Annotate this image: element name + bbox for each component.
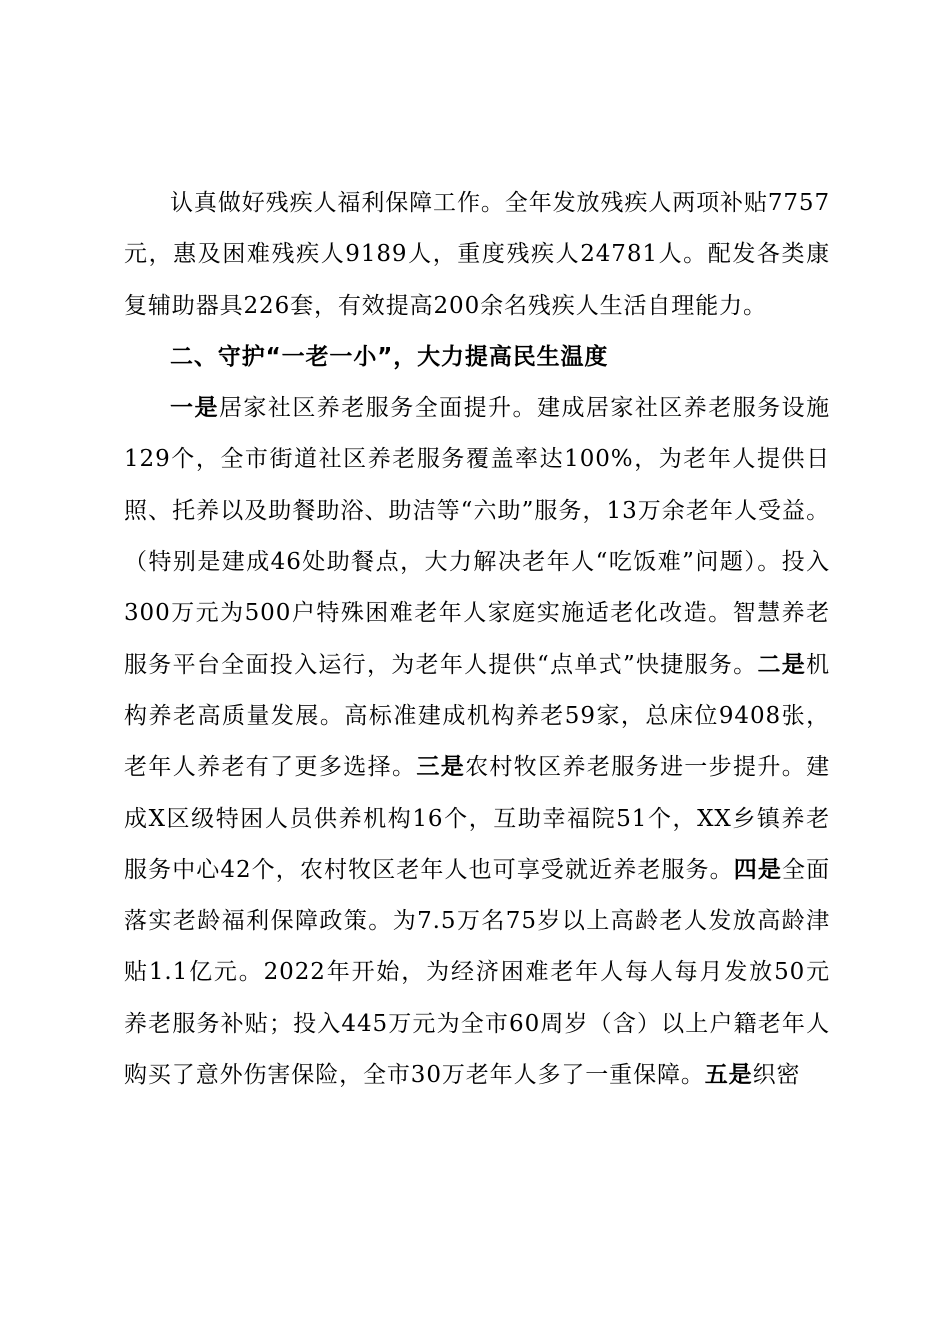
document-page [124,178,830,1101]
lead-marker-4: 四是 [733,856,782,883]
paragraph-elderly-care [124,383,830,1101]
paragraph-text-2: 机构养老高质量发展。高标准建成机构养老59家，总床位9408张，老年人养老有了更多选择。 [124,651,830,781]
lead-marker-3: 三是 [416,754,466,781]
lead-marker-5: 五是 [704,1062,753,1089]
paragraph-disability-welfare: 认真做好残疾人福利保障工作。全年发放残疾人两项补贴7757元，惠及困难残疾人9189人，重度残疾人24781人。配发各类康复辅助器具226套，有效提高200余名残疾人生活自理能力。 [124,190,830,319]
paragraph-text-3: 农村牧区养老服务进一步提升。建成X区级特困人员供养机构16个，互助幸福院51个，XX乡镇养老服务中心42个，农村牧区老年人也可享受就近养老服务。 [124,754,831,883]
paragraph-text-1: 居家社区养老服务全面提升。建成居家社区养老服务设施129个，全市街道社区养老服务覆盖率达100%，为老年人提供日照、托养以及助餐助浴、助洁等“六助”服务，13万余老年人受益。（特别是建成46处助餐点，大力解决老年人“吃饭难”问题）。投入300万元为500户特殊困难老年人家庭实施适老化改造。智慧养老服务平台全面投入运行，为老年人提供“点单式”快捷服务。 [124,395,830,678]
lead-marker-1: 一是 [170,395,219,422]
paragraph-text-4: 全面落实老龄福利保障政策。为7.5万名75岁以上高龄老人发放高龄津贴1.1亿元。2022年开始，为经济困难老年人每人每月发放50元养老服务补贴；投入445万元为全市60周岁（含）以上户籍老年人购买了意外伤害保险，全市30万老年人多了一重保障。 [124,856,830,1089]
lead-marker-2: 二是 [757,651,807,678]
paragraph-text-5: 织密 [752,1062,801,1089]
section-heading-2: 二、守护“一老一小”，大力提高民生温度 [170,343,609,370]
